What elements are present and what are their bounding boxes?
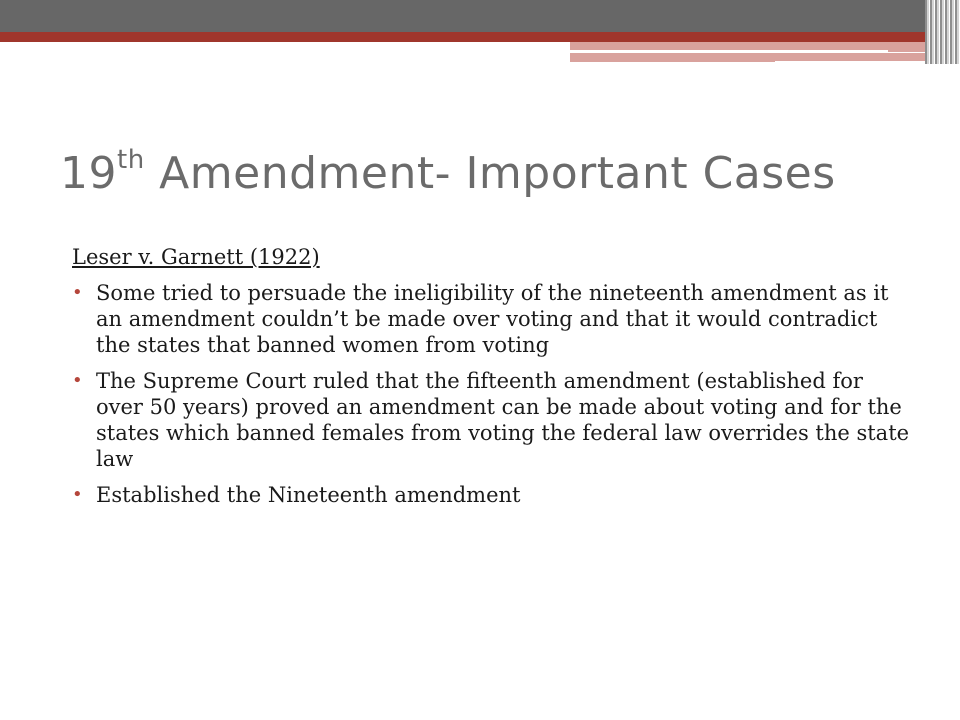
bullet-dot-icon: • xyxy=(72,484,83,505)
title-number: 19 xyxy=(60,148,117,199)
bullet-item-established xyxy=(72,482,912,508)
bullet-text: Some tried to persuade the ineligibility of the nineteenth amendment as it an amendment couldn’t be made over voting and that it would contradict the states that banned women from voting xyxy=(96,281,889,357)
bullet-text: The Supreme Court ruled that the fifteenth amendment (established for over 50 years) proved an amendment can be made about voting and for the states which banned females from voting the federal law overrides the state law xyxy=(96,369,910,471)
bullet-text: Established the Nineteenth amendment xyxy=(96,483,521,507)
top-banner-red-bar xyxy=(0,32,930,42)
top-banner-gray-bar xyxy=(0,0,960,32)
case-heading: Leser v. Garnett (1922) xyxy=(72,245,320,269)
slide-body xyxy=(72,242,912,518)
bullet-item-supreme-court-ruling xyxy=(72,368,912,472)
bullet-item-ineligibility-argument xyxy=(72,280,912,358)
bullet-list xyxy=(72,280,912,508)
slide-title xyxy=(60,145,836,199)
title-text: Amendment- Important Cases xyxy=(144,148,836,199)
title-superscript: th xyxy=(117,145,145,175)
top-banner-stripes xyxy=(925,0,960,64)
top-banner-white-line-lower xyxy=(775,61,930,64)
bullet-dot-icon: • xyxy=(72,282,83,303)
bullet-dot-icon: • xyxy=(72,370,83,391)
